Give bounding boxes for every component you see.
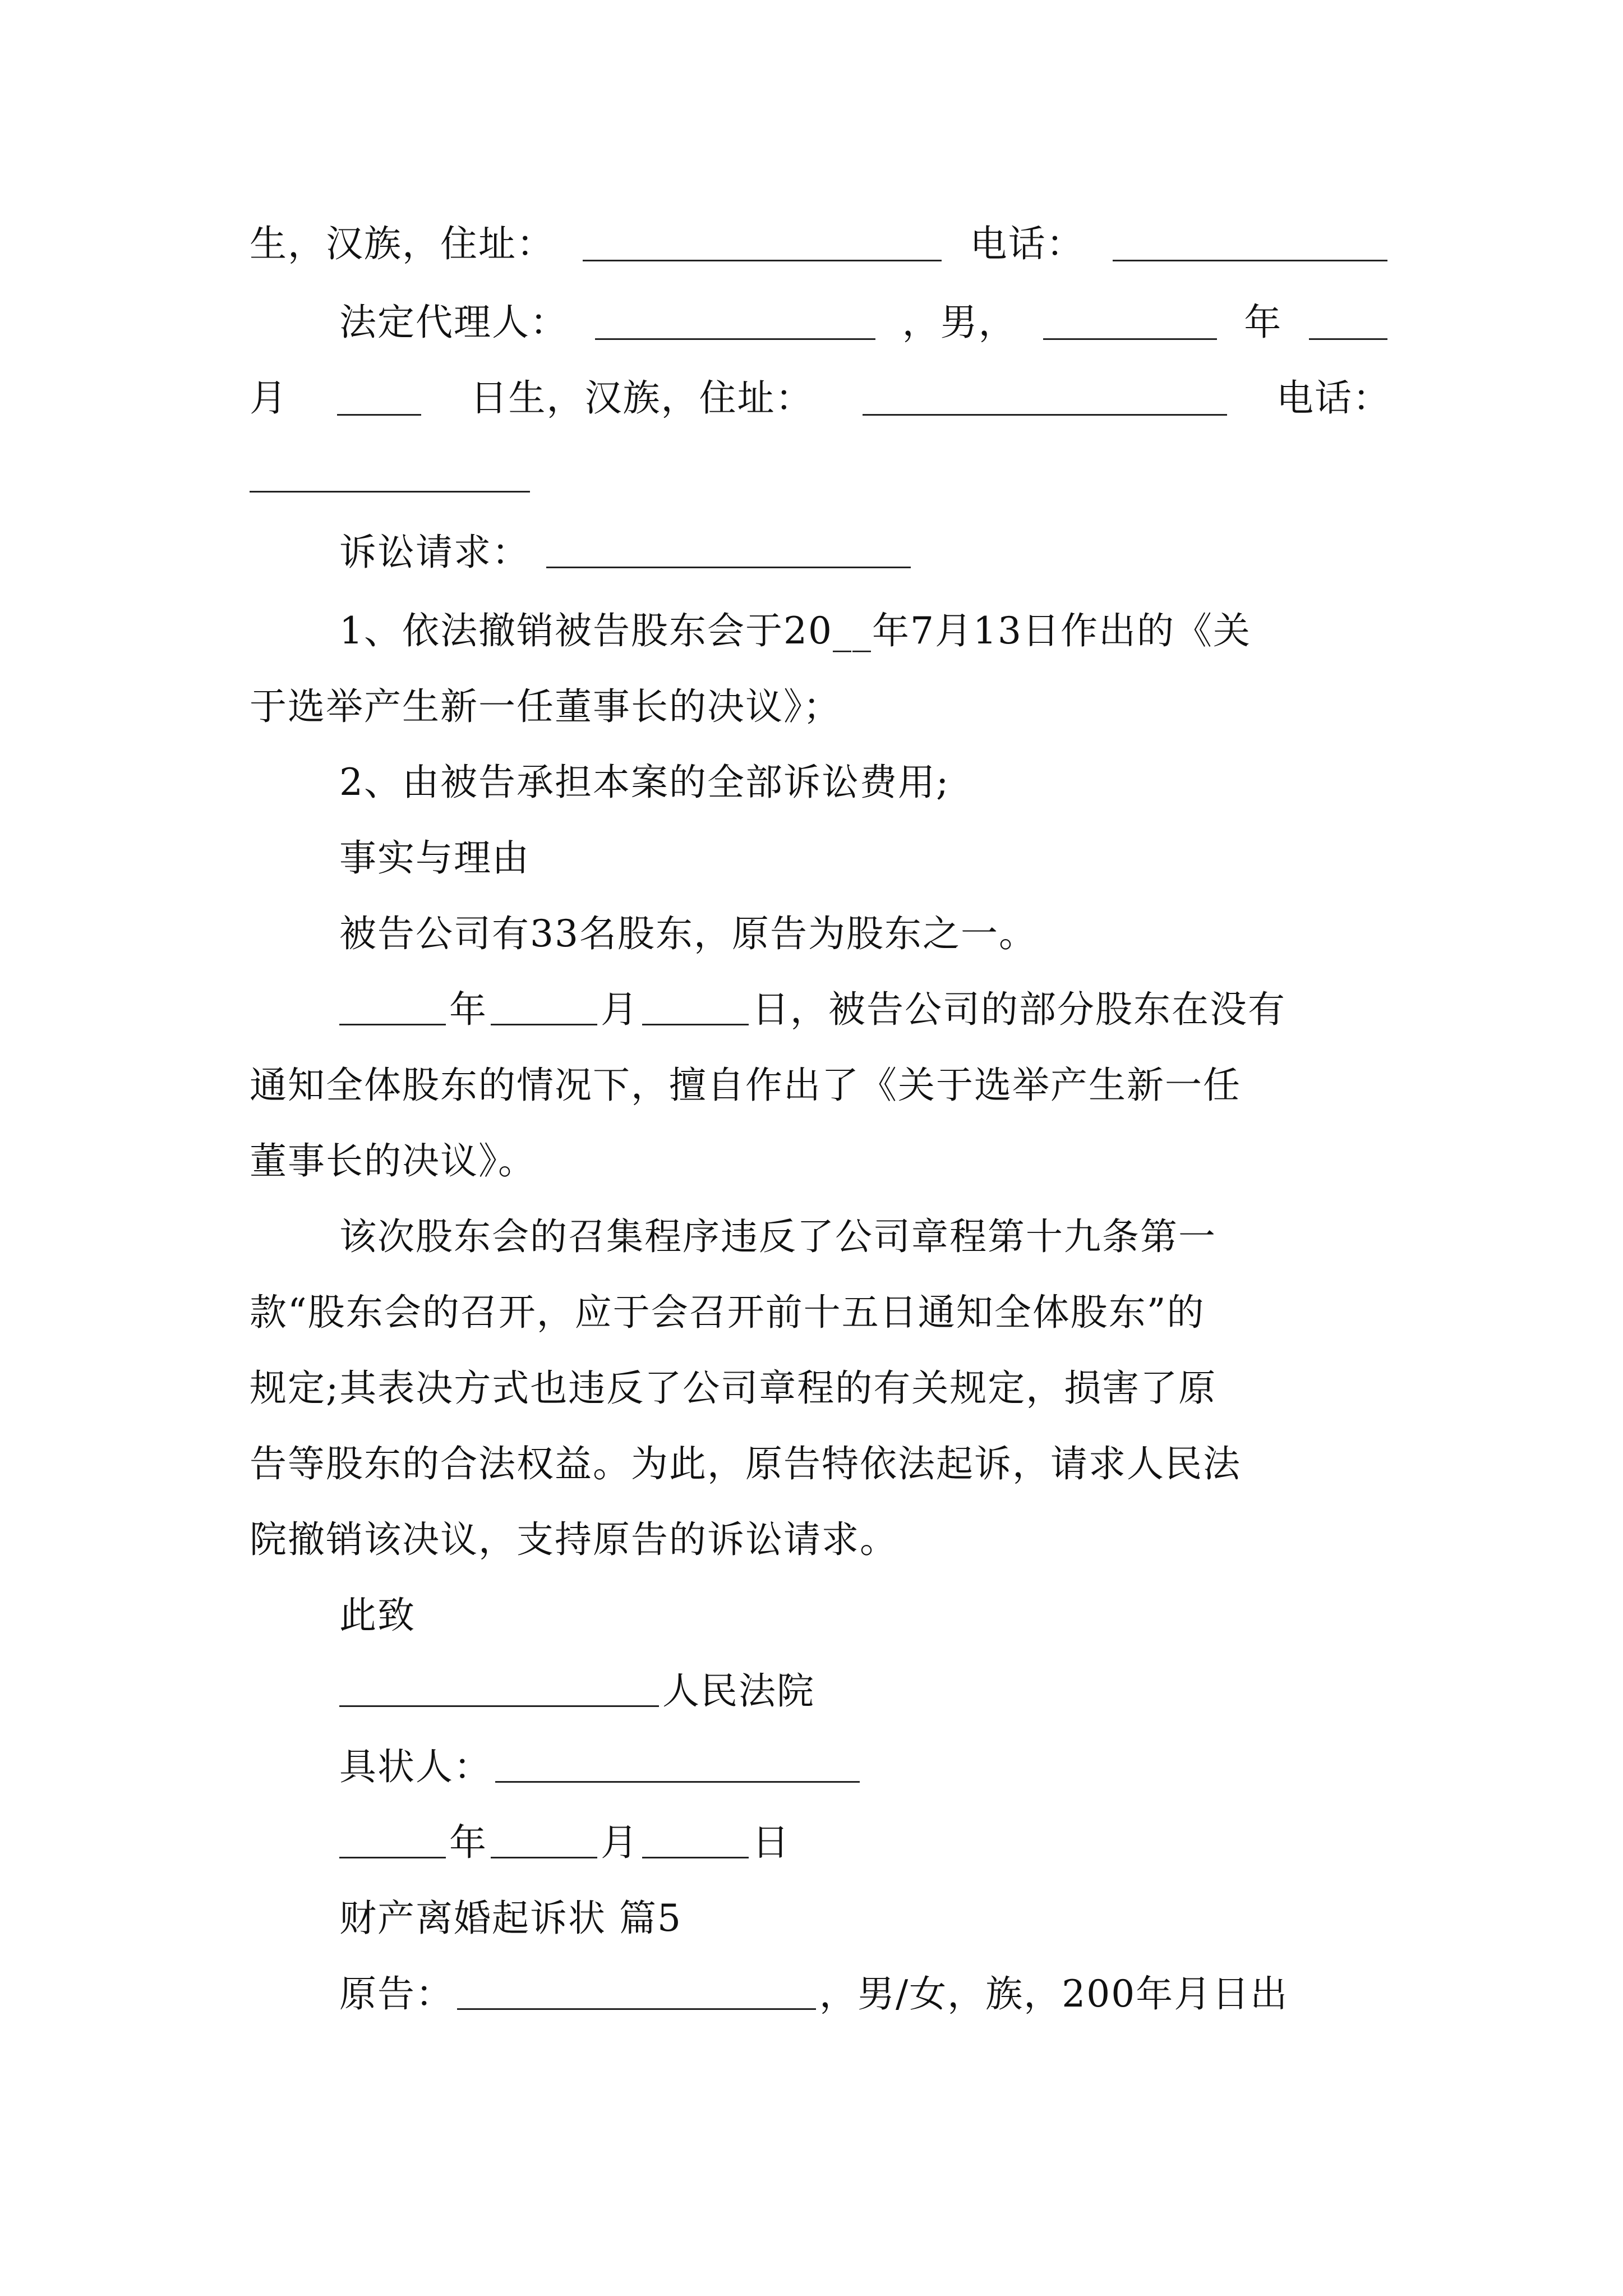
text-line (250, 213, 1391, 275)
text-segment: 日生，汉族，住址： (470, 376, 814, 420)
fill-blank (491, 1824, 597, 1858)
fill-blank (491, 991, 597, 1025)
date-line (339, 1812, 1391, 1874)
signer-line (339, 1736, 1391, 1798)
text-line (339, 292, 1391, 353)
fill-blank (642, 1824, 749, 1858)
text-segment: ，男/女，族，200年月日出 (819, 1972, 1289, 2016)
text-segment: 月 (250, 376, 288, 420)
paragraph-line: 规定;其表决方式也违反了公司章程的有关规定，损害了原 (250, 1366, 1217, 1410)
fill-blank (339, 1673, 659, 1707)
paragraph-line: 于选举产生新一任董事长的决议》； (250, 685, 841, 728)
court-line (339, 1660, 1391, 1722)
text-segment: 月 (601, 988, 639, 1031)
fill-blank (1043, 306, 1217, 340)
fill-blank (339, 991, 446, 1025)
text-segment: 月 (601, 1821, 639, 1864)
text-segment: 原告： (339, 1972, 454, 2016)
text-segment: 法定代理人： (339, 301, 568, 344)
text-segment: 年 (1244, 301, 1283, 344)
fill-blank (863, 381, 1227, 416)
fill-blank (250, 458, 530, 493)
paragraph-line: 被告公司有33名股东，原告为股东之一。 (339, 912, 1037, 955)
text-segment: 具状人： (339, 1745, 492, 1788)
text-line (250, 367, 1391, 429)
text-line (250, 446, 1391, 508)
text-segment: 生，汉族，住址： (250, 222, 555, 265)
text-line (339, 522, 1391, 583)
text-segment: 日，被告公司的部分股东在没有 (752, 988, 1286, 1031)
text-segment: 年 (449, 1821, 487, 1864)
paragraph-line: 1、依法撤销被告股东会于20__年7月13日作出的《关 (339, 609, 1251, 652)
paragraph-line: 通知全体股东的情况下，擅自作出了《关于选举产生新一任 (250, 1064, 1241, 1107)
fill-blank (1309, 306, 1387, 340)
paragraph-line: 告等股东的合法权益。为此，原告特依法起诉，请求人民法 (250, 1442, 1241, 1485)
text-segment: 电话： (1276, 376, 1391, 420)
paragraph-line: 2、由被告承担本案的全部诉讼费用; (339, 761, 950, 804)
fill-blank (642, 991, 749, 1025)
paragraph-line: 院撤销该决议，支持原告的诉讼请求。 (250, 1518, 898, 1561)
text-segment: ，男， (902, 301, 1017, 344)
paragraph-line: 董事长的决议》。 (250, 1139, 536, 1182)
section-heading: 事实与理由 (339, 836, 530, 880)
fill-blank (595, 306, 875, 340)
fill-blank (546, 534, 911, 568)
text-line (339, 1963, 1391, 2025)
text-segment: 日 (752, 1821, 790, 1864)
fill-blank (495, 1749, 860, 1783)
paragraph-line: 该次股东会的召集程序违反了公司章程第十九条第一 (339, 1215, 1216, 1258)
text-segment: 诉讼请求： (339, 531, 530, 574)
text-segment: 年 (449, 988, 487, 1031)
fill-blank (339, 1824, 446, 1858)
fill-blank (1113, 227, 1387, 261)
paragraph-line: 款“股东会的召开，应于会召开前十五日通知全体股东”的 (250, 1291, 1205, 1334)
text-line (339, 979, 1391, 1041)
salutation: 此致 (339, 1594, 416, 1637)
text-segment: 电话： (970, 222, 1085, 265)
section-title: 财产离婚起诉状 篇5 (339, 1897, 682, 1940)
fill-blank (337, 381, 421, 416)
fill-blank (457, 1976, 816, 2010)
fill-blank (583, 227, 942, 261)
text-segment: 人民法院 (662, 1669, 815, 1713)
